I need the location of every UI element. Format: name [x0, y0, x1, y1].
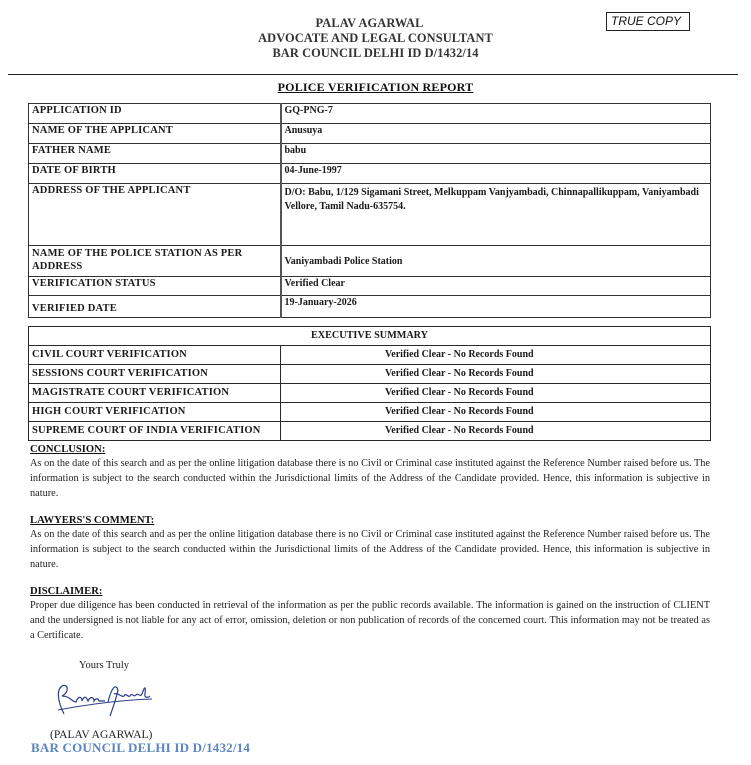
court-result: Verified Clear - No Records Found [281, 403, 711, 422]
court-label: SESSIONS COURT VERIFICATION [29, 365, 281, 384]
table-row [29, 104, 711, 124]
court-result: Verified Clear - No Records Found [281, 346, 711, 365]
court-result: Verified Clear - No Records Found [281, 365, 711, 384]
signature-bar-id: BAR COUNCIL DELHI ID D/1432/14 [31, 740, 251, 755]
advocate-name: PALAV AGARWAL [315, 16, 424, 30]
signer-name: (PALAV AGARWAL) [50, 729, 153, 741]
letterhead-bar-id: BAR COUNCIL DELHI ID D/1432/14 [272, 46, 479, 60]
signature-icon [50, 680, 160, 720]
table-row [29, 246, 711, 277]
row-label: NAME OF THE APPLICANT [29, 124, 281, 144]
conclusion-text: As on the date of this search and as per the online litigation database there is no Civil or Criminal case instituted against the Reference Number raised before us. The information is subject to the search conducted within the Jurisdictional limits of the Address of the Candidate provided. Hence, this information is subjective in nature. [30, 458, 710, 500]
row-label: ADDRESS OF THE APPLICANT [29, 184, 281, 246]
closing-text: Yours Truly [79, 660, 130, 671]
row-label: DATE OF BIRTH [29, 164, 281, 184]
court-label: SUPREME COURT OF INDIA VERIFICATION [29, 422, 281, 441]
header-divider [8, 74, 738, 75]
row-label: NAME OF THE POLICE STATION AS PER ADDRESS [29, 246, 281, 277]
court-result: Verified Clear - No Records Found [281, 422, 711, 441]
table-row [29, 124, 711, 144]
table-row [29, 164, 711, 184]
disclaimer-heading: DISCLAIMER: [30, 586, 103, 597]
report-title: POLICE VERIFICATION REPORT [277, 80, 474, 94]
court-label: HIGH COURT VERIFICATION [29, 403, 281, 422]
police-station-value: Vaniyambadi Police Station [281, 246, 711, 277]
court-label: CIVIL COURT VERIFICATION [29, 346, 281, 365]
lawyers-comment-text: As on the date of this search and as per the online litigation database there is no Civil or Criminal case instituted against the Reference Number raised before us. The information is subject to the search conducted within the Jurisdictional limits of the Address of the Candidate provided. Hence, this information is subjective in nature. [30, 529, 710, 571]
application-id-value: GQ-PNG-7 [281, 104, 711, 124]
conclusion-section [30, 443, 710, 502]
verification-status-value: Verified Clear [281, 277, 711, 296]
lawyers-comment-heading: LAWYERS'S COMMENT: [30, 515, 155, 526]
address-value: D/O: Babu, 1/129 Sigamani Street, Melkuppam Vanjyambadi, Chinnapallikuppam, Vaniyambadi Vellore, Tamil Nadu-635754. [281, 184, 711, 246]
summary-header-row [29, 327, 711, 346]
executive-summary-heading: EXECUTIVE SUMMARY [29, 327, 711, 346]
dob-value: 04-June-1997 [281, 164, 711, 184]
table-row [29, 422, 711, 441]
table-row [29, 346, 711, 365]
applicant-name-value: Anusuya [281, 124, 711, 144]
row-label: VERIFIED DATE [29, 296, 281, 318]
disclaimer-text: Proper due diligence has been conducted in retrieval of the information as per the public records available. The information is gained on the instruction of CLIENT and the undersigned is not liable for any act of error, omission, deletion or non publication of records of the concerned court. This information may not be treated as a Certificate. [30, 600, 710, 642]
table-row [29, 296, 711, 318]
court-label: MAGISTRATE COURT VERIFICATION [29, 384, 281, 403]
table-row [29, 277, 711, 296]
disclaimer-section [30, 585, 710, 644]
table-row [29, 144, 711, 164]
row-label: VERIFICATION STATUS [29, 277, 281, 296]
court-result: Verified Clear - No Records Found [281, 384, 711, 403]
lawyers-comment-section [30, 514, 710, 573]
table-row [29, 184, 711, 246]
executive-summary-table [28, 326, 711, 441]
advocate-title: ADVOCATE AND LEGAL CONSULTANT [258, 31, 493, 45]
row-label: APPLICATION ID [29, 104, 281, 124]
conclusion-heading: CONCLUSION: [30, 444, 106, 455]
applicant-details-table [28, 103, 711, 318]
table-row [29, 403, 711, 422]
table-row [29, 365, 711, 384]
verified-date-value: 19-January-2026 [281, 296, 711, 318]
true-copy-stamp: TRUE COPY [606, 12, 690, 31]
row-label: FATHER NAME [29, 144, 281, 164]
father-name-value: babu [281, 144, 711, 164]
table-row [29, 384, 711, 403]
